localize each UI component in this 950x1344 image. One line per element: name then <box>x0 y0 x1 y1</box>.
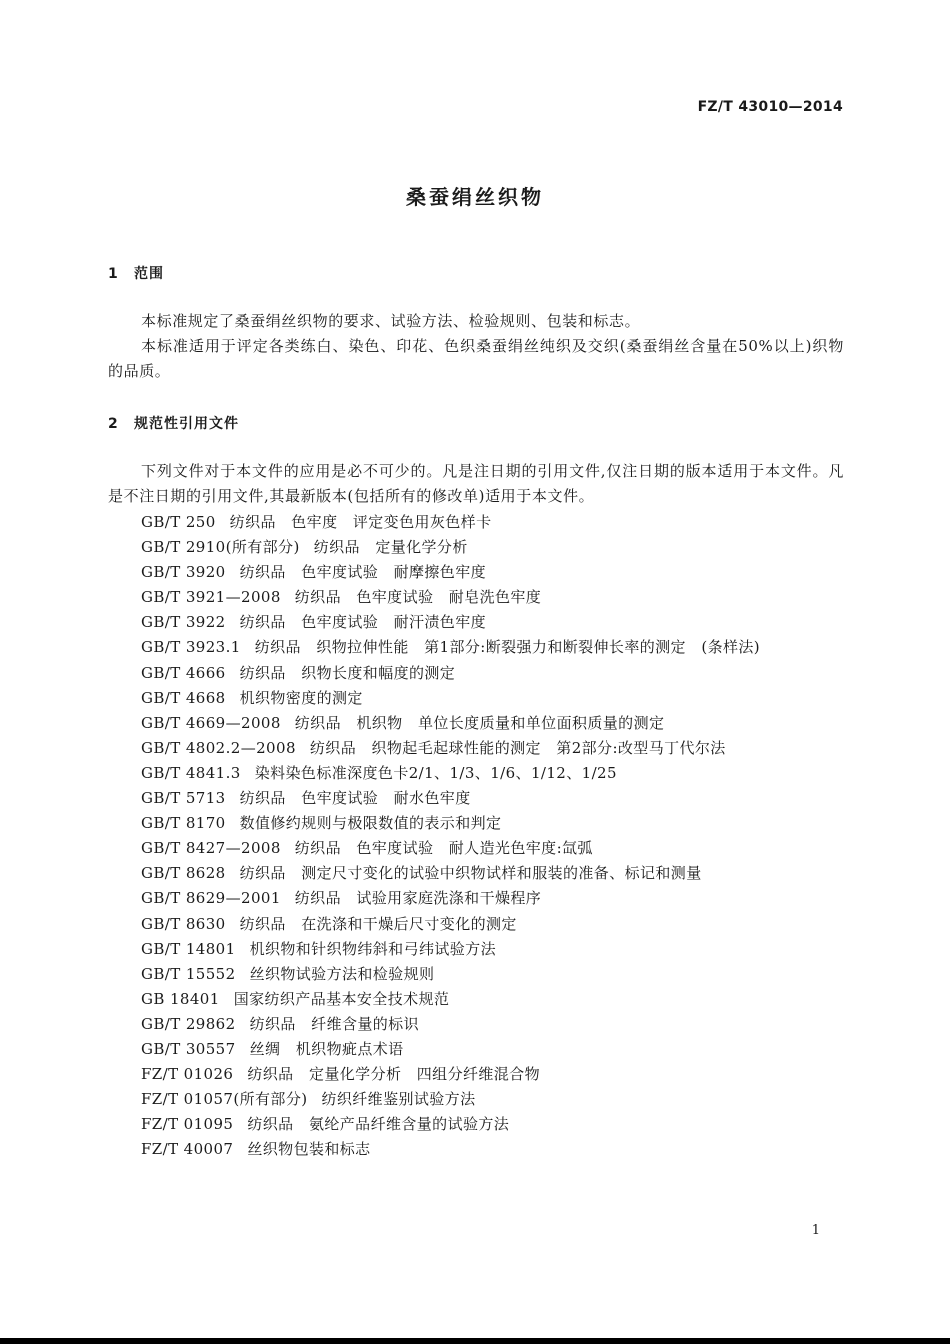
reference-code: GB/T 29862 <box>141 1014 236 1033</box>
reference-item <box>141 836 841 861</box>
reference-title: 纺织品 定量化学分析 <box>313 538 468 557</box>
reference-code: GB/T 4668 <box>141 688 226 707</box>
section-title: 范围 <box>134 266 164 282</box>
reference-code: GB/T 30557 <box>141 1039 236 1058</box>
reference-item <box>141 535 841 560</box>
reference-item <box>141 661 841 686</box>
reference-title: 国家纺织产品基本安全技术规范 <box>233 989 450 1008</box>
reference-title: 纺织品 织物起毛起球性能的测定 第2部分:改型马丁代尔法 <box>309 738 726 757</box>
reference-code: GB/T 8630 <box>141 914 226 933</box>
reference-item <box>141 912 841 937</box>
reference-code: GB/T 14801 <box>141 939 236 958</box>
reference-code: GB/T 4802.2—2008 <box>141 738 296 757</box>
reference-title: 纺织品 色牢度 评定变色用灰色样卡 <box>229 513 492 531</box>
reference-code: GB/T 4666 <box>141 663 226 682</box>
reference-item <box>141 736 841 761</box>
reference-code: FZ/T 40007 <box>141 1140 234 1159</box>
reference-item <box>141 610 841 635</box>
reference-code: GB/T 8628 <box>141 864 226 883</box>
reference-title: 纺织品 织物长度和幅度的测定 <box>239 663 456 682</box>
reference-title: 机织物和针织物纬斜和弓纬试验方法 <box>249 939 496 958</box>
reference-title: 纺织品 色牢度试验 耐汗渍色牢度 <box>239 613 487 632</box>
scope-paragraph: 本标准适用于评定各类练白、染色、印花、色织桑蚕绢丝纯织及交织(桑蚕绢丝含量在50%以上)织物的品质。 <box>108 337 844 380</box>
reference-code: GB/T 3923.1 <box>141 638 241 657</box>
reference-title: 纺织品 机织物 单位长度质量和单位面积质量的测定 <box>294 713 665 732</box>
reference-title: 数值修约规则与极限数值的表示和判定 <box>239 814 502 833</box>
reference-item <box>141 1062 841 1087</box>
reference-item <box>141 635 841 660</box>
document-title: 桑蚕绢丝织物 <box>406 185 544 209</box>
reference-title: 纺织纤维鉴别试验方法 <box>321 1090 476 1109</box>
reference-code: GB/T 3920 <box>141 563 226 582</box>
reference-item <box>141 1012 841 1037</box>
reference-item <box>141 886 841 911</box>
reference-title: 纺织品 纤维含量的标识 <box>249 1014 419 1033</box>
reference-item <box>141 987 841 1012</box>
reference-title: 丝绸 机织物疵点术语 <box>249 1039 404 1058</box>
reference-code: GB/T 8170 <box>141 814 226 833</box>
reference-title: 纺织品 定量化学分析 四组分纤维混合物 <box>247 1065 540 1084</box>
reference-code: GB/T 250 <box>141 513 216 531</box>
reference-code: GB/T 3922 <box>141 613 226 632</box>
reference-code: GB/T 8427—2008 <box>141 839 281 858</box>
page-number: 1 <box>811 1223 820 1238</box>
reference-code: FZ/T 01095 <box>141 1115 234 1134</box>
section-title: 规范性引用文件 <box>134 416 239 432</box>
standard-number: FZ/T 43010—2014 <box>697 99 843 115</box>
reference-item <box>141 1137 841 1162</box>
section-number: 1 <box>108 266 119 282</box>
reference-item <box>141 811 841 836</box>
reference-title: 丝织物包装和标志 <box>247 1140 371 1159</box>
reference-title: 机织物密度的测定 <box>239 688 363 707</box>
reference-item <box>141 560 841 585</box>
reference-title: 纺织品 色牢度试验 耐皂洗色牢度 <box>294 588 542 607</box>
reference-code: GB/T 2910(所有部分) <box>141 538 300 557</box>
reference-code: GB 18401 <box>141 989 220 1008</box>
reference-code: GB/T 8629—2001 <box>141 889 281 908</box>
scope-paragraph: 本标准规定了桑蚕绢丝织物的要求、试验方法、检验规则、包装和标志。 <box>141 312 641 330</box>
reference-list <box>141 510 841 1162</box>
reference-item <box>141 962 841 987</box>
reference-title: 纺织品 色牢度试验 耐水色牢度 <box>239 789 471 808</box>
reference-title: 纺织品 色牢度试验 耐摩擦色牢度 <box>239 563 487 582</box>
reference-title: 纺织品 在洗涤和干燥后尺寸变化的测定 <box>239 914 517 933</box>
reference-item <box>141 1112 841 1137</box>
reference-item <box>141 1087 841 1112</box>
reference-item <box>141 686 841 711</box>
section-number: 2 <box>108 416 119 432</box>
reference-item <box>141 510 841 535</box>
reference-code: GB/T 3921—2008 <box>141 588 281 607</box>
reference-title: 纺织品 氨纶产品纤维含量的试验方法 <box>247 1115 510 1134</box>
reference-item <box>141 761 841 786</box>
reference-title: 纺织品 试验用家庭洗涤和干燥程序 <box>294 889 542 908</box>
reference-item <box>141 585 841 610</box>
reference-code: GB/T 4669—2008 <box>141 713 281 732</box>
references-intro-paragraph: 下列文件对于本文件的应用是必不可少的。凡是注日期的引用文件,仅注日期的版本适用于本文件。凡是不注日期的引用文件,其最新版本(包括所有的修改单)适用于本文件。 <box>108 462 844 505</box>
reference-title: 纺织品 色牢度试验 耐人造光色牢度:氙弧 <box>294 839 593 858</box>
reference-item <box>141 786 841 811</box>
page-bottom-rule <box>0 1338 950 1344</box>
reference-code: FZ/T 01026 <box>141 1065 234 1084</box>
section-heading-scope <box>108 263 164 283</box>
reference-item <box>141 861 841 886</box>
reference-title: 纺织品 测定尺寸变化的试验中织物试样和服装的准备、标记和测量 <box>239 864 702 883</box>
reference-code: GB/T 4841.3 <box>141 763 241 782</box>
section-heading-normative-references <box>108 413 239 433</box>
reference-title: 纺织品 织物拉伸性能 第1部分:断裂强力和断裂伸长率的测定 (条样法) <box>254 638 761 657</box>
reference-title: 丝织物试验方法和检验规则 <box>249 964 435 983</box>
reference-code: GB/T 15552 <box>141 964 236 983</box>
reference-item <box>141 711 841 736</box>
reference-title: 染料染色标准深度色卡2/1、1/3、1/6、1/12、1/25 <box>254 763 617 782</box>
reference-item <box>141 1037 841 1062</box>
reference-item <box>141 937 841 962</box>
reference-code: GB/T 5713 <box>141 789 226 808</box>
reference-code: FZ/T 01057(所有部分) <box>141 1090 308 1109</box>
